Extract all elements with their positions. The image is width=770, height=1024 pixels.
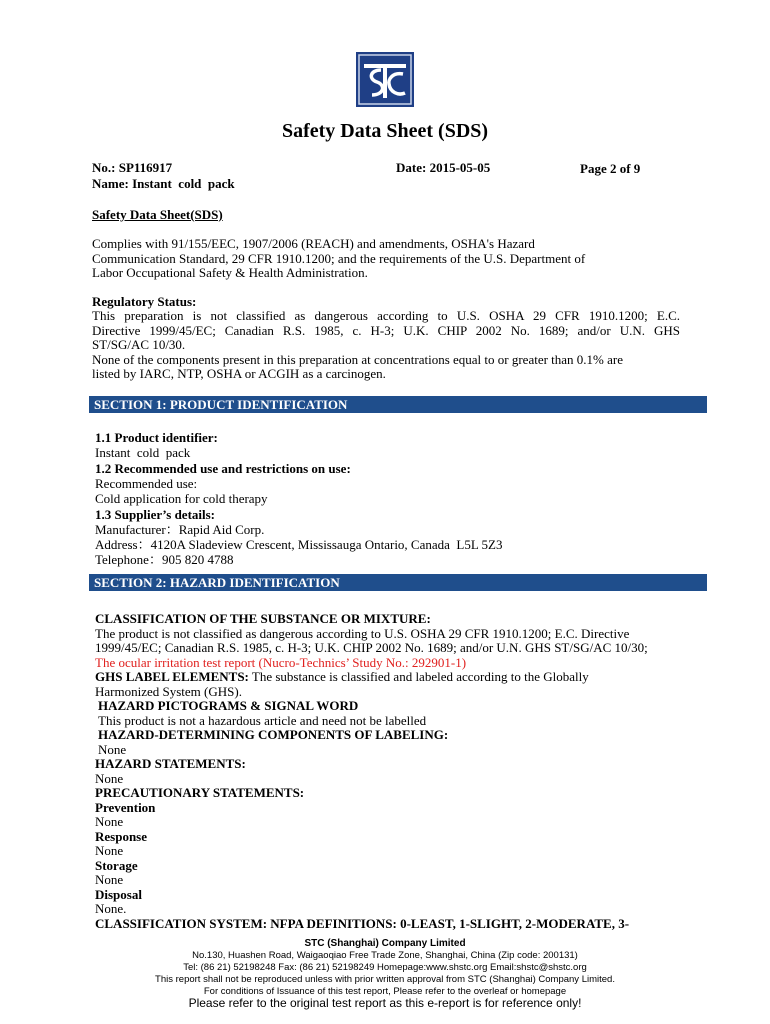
page-number: Page 2 of 9 [580, 161, 641, 176]
regulatory-line-3: ST/SG/AC 10/30. [92, 337, 186, 352]
supplier-telephone: Telephone：905 820 4788 [95, 552, 234, 567]
precautionary-heading: PRECAUTIONARY STATEMENTS: [95, 785, 305, 800]
recommended-use-heading: 1.2 Recommended use and restrictions on use: [95, 461, 351, 476]
prevention-text: None [95, 814, 124, 829]
disposal-text: None. [95, 901, 127, 916]
footer-notice-2: For conditions of Issuance of this test report, Please refer to the overleaf or homepage [203, 986, 567, 997]
document-date: Date: 2015-05-05 [396, 160, 491, 175]
complies-line-3: Labor Occupational Safety & Health Administration. [92, 265, 368, 280]
storage-text: None [95, 872, 124, 887]
ghs-text-line-2: Harmonized System (GHS). [95, 684, 242, 699]
product-identifier-heading: 1.1 Product identifier: [95, 430, 218, 445]
ghs-label-elements [95, 669, 589, 684]
recommended-use-value: Cold application for cold therapy [95, 491, 268, 506]
ghs-text: The substance is classified and labeled according to the Globally [248, 669, 589, 684]
section-1-header: SECTION 1: PRODUCT IDENTIFICATION [89, 396, 707, 413]
hazard-statements-text: None [95, 771, 124, 786]
storage-label: Storage [95, 858, 138, 873]
footer-disclaimer: Please refer to the original test report as this e-report is for reference only! [188, 996, 582, 1010]
footer-contact: Tel: (86 21) 52198248 Fax: (86 21) 52198249 Homepage:www.shstc.org Email:shstc@shstc.org [183, 962, 587, 973]
supplier-address: Address：4120A Sladeview Crescent, Mississauga Ontario, Canada L5L 5Z3 [95, 537, 503, 552]
classification-heading: CLASSIFICATION OF THE SUBSTANCE OR MIXTURE: [95, 611, 431, 626]
page-title: Safety Data Sheet (SDS) [281, 120, 489, 142]
stc-logo [356, 52, 414, 107]
pictograms-heading: HAZARD PICTOGRAMS & SIGNAL WORD [98, 698, 359, 713]
sds-heading: Safety Data Sheet(SDS) [92, 207, 223, 222]
hazard-determining-text: None [98, 742, 127, 757]
document-number: No.: SP116917 [92, 160, 173, 175]
prevention-label: Prevention [95, 800, 156, 815]
footer-address: No.130, Huashen Road, Waigaoqiao Free Trade Zone, Shanghai, China (Zip code: 200131) [192, 950, 578, 961]
section-2-header: SECTION 2: HAZARD IDENTIFICATION [89, 574, 707, 591]
ghs-heading: GHS LABEL ELEMENTS: [95, 669, 249, 684]
recommended-use-label: Recommended use: [95, 476, 198, 491]
ocular-test-report: The ocular irritation test report (Nucro-Technics’ Study No.: 292901-1) [95, 655, 467, 670]
hazard-determining-heading: HAZARD-DETERMINING COMPONENTS OF LABELING: [98, 727, 449, 742]
footer-company: STC (Shanghai) Company Limited [304, 938, 466, 949]
regulatory-line-5: listed by IARC, NTP, OSHA or ACGIH as a carcinogen. [92, 366, 386, 381]
disposal-label: Disposal [95, 887, 142, 902]
response-label: Response [95, 829, 148, 844]
complies-line-1: Complies with 91/155/EEC, 1907/2006 (REACH) and amendments, OSHA's Hazard [92, 236, 535, 251]
product-identifier: Instant cold pack [95, 445, 191, 460]
regulatory-heading: Regulatory Status: [92, 294, 197, 309]
hazard-statements-heading: HAZARD STATEMENTS: [95, 756, 246, 771]
regulatory-line-4: None of the components present in this preparation at concentrations equal to or greater than 0.1% are [92, 352, 624, 367]
supplier-manufacturer: Manufacturer：Rapid Aid Corp. [95, 522, 265, 537]
product-name: Name: Instant cold pack [92, 176, 235, 191]
complies-line-2: Communication Standard, 29 CFR 1910.1200; and the requirements of the U.S. Department of [92, 251, 586, 266]
nfpa-classification: CLASSIFICATION SYSTEM: NFPA DEFINITIONS: 0-LEAST, 1-SLIGHT, 2-MODERATE, 3- [95, 916, 630, 931]
response-text: None [95, 843, 124, 858]
classification-line-2: 1999/45/EC; Canadian R.S. 1985, c. H-3; U.K. CHIP 2002 No. 1689; and/or U.N. GHS ST/SG/AC 10/30; [95, 640, 648, 655]
footer-notice-1: This report shall not be reproduced unless with prior written approval from STC (Shanghai) Company Limited. [155, 974, 615, 985]
supplier-details-heading: 1.3 Supplier’s details: [95, 507, 216, 522]
regulatory-line-2: Directive 1999/45/EC; Canadian R.S. 1985, c. H-3; U.K. CHIP 2002 No. 1689; and/or U.N. GHS [92, 323, 680, 338]
classification-line-1: The product is not classified as dangerous according to U.S. OSHA 29 CFR 1910.1200; E.C. Directive [95, 626, 630, 641]
pictograms-text: This product is not a hazardous article and need not be labelled [98, 713, 427, 728]
regulatory-line-1: This preparation is not classified as dangerous according to U.S. OSHA 29 CFR 1910.1200; E.C. [92, 308, 680, 323]
